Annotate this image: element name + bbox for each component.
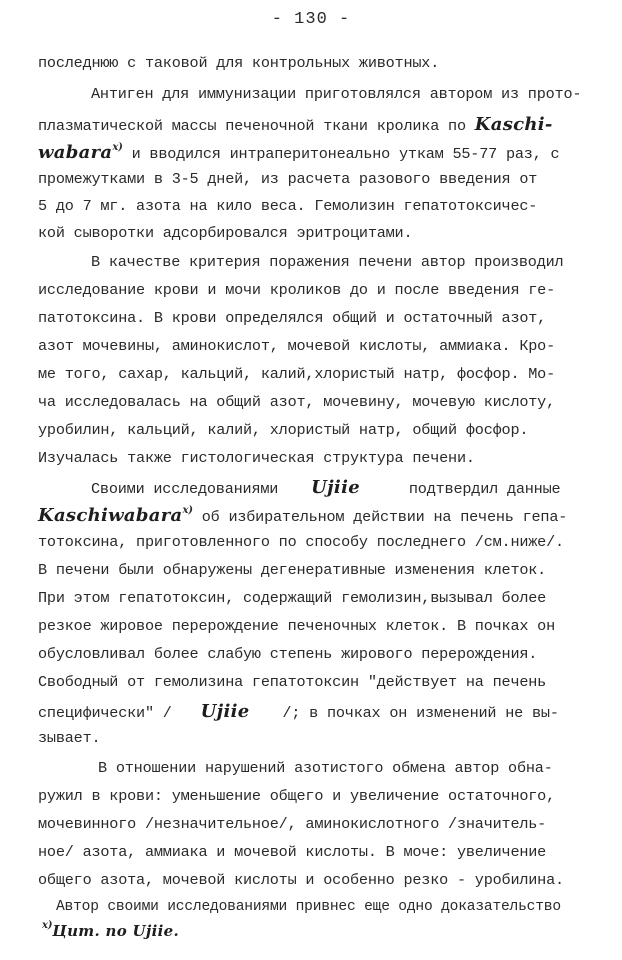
text-line: В печени были обнаружены дегенеративные изменения клеток.: [38, 561, 547, 579]
text-line: В отношении нарушений азотистого обмена автор обна-: [98, 759, 553, 777]
footnote-text: Цит. по Ujiie.: [52, 922, 180, 940]
handwritten-name: Ujiie: [311, 477, 360, 498]
text-line: мочевинного /незначительное/, аминокислотного /значитель-: [38, 815, 547, 833]
handwritten-name: Kaschi-: [474, 114, 553, 135]
text-line: [38, 142, 559, 163]
text-line: Автор своими исследованиями привнес еще одно доказательство: [56, 899, 561, 915]
text-line: зывает.: [38, 729, 101, 747]
text-line: ча исследовалась на общий азот, мочевину, мочевую кислоту,: [38, 393, 556, 411]
text-line: При этом гепатотоксин, содержащий гемолизин,вызывал более: [38, 589, 547, 607]
text-line: 5 до 7 мг. азота на кило веса. Гемолизин гепатотоксичес-: [38, 197, 538, 215]
text-fragment: подтвердил данные: [408, 480, 561, 498]
text-line: азот мочевины, аминокислот, мочевой кислоты, аммиака. Кро-: [38, 337, 556, 355]
text-line: кой сыворотки адсорбировался эритроцитами.: [38, 224, 413, 242]
text-fragment: плазматической массы печеночной ткани кролика по: [38, 117, 466, 135]
text-line: [38, 701, 559, 722]
text-line: [91, 477, 560, 498]
text-line: [38, 114, 553, 135]
text-line: ное/ азота, аммиака и мочевой кислоты. В моче: увеличение: [38, 843, 547, 861]
text-fragment: об избирательном действии на печень гепа-: [201, 508, 568, 526]
text-line: обусловливал более слабую степень жирового перерождения.: [38, 645, 538, 663]
text-line: ружил в крови: уменьшение общего и увеличение остаточного,: [38, 787, 556, 805]
footnote-marker: x): [112, 142, 123, 153]
text-line: Антиген для иммунизации приготовлялся автором из прото-: [91, 85, 582, 103]
handwritten-name: Kaschiwabara: [38, 505, 183, 526]
text-line: Изучалась также гистологическая структура печени.: [38, 449, 475, 467]
text-line: В качестве критерия поражения печени автор производил: [91, 253, 564, 271]
text-line: исследование крови и мочи кроликов до и после введения ге-: [38, 281, 556, 299]
handwritten-name: wabara: [38, 142, 113, 163]
footnote-marker: x): [42, 920, 53, 931]
text-fragment: Своими исследованиями: [91, 480, 279, 498]
text-line: тотоксина, приготовленного по способу последнего /см.ниже/.: [38, 533, 564, 551]
text-line: общего азота, мочевой кислоты и особенно резко - уробилина.: [38, 871, 564, 889]
text-fragment: /; в почках он изменений не вы-: [282, 704, 559, 722]
handwritten-name: Ujiie: [200, 701, 250, 722]
text-line: ме того, сахар, кальций, калий,хлористый натр, фосфор. Мо-: [38, 365, 556, 383]
text-line: резкое жировое перерождение печеночных клеток. В почках он: [38, 617, 556, 635]
text-fragment: специфически" /: [38, 704, 172, 722]
text-fragment: и вводился интраперитонеально уткам 55-77 раз, с: [131, 145, 560, 163]
text-line: последнюю с таковой для контрольных животных.: [38, 54, 440, 72]
footnote-marker: x): [182, 505, 193, 516]
text-line: патотоксина. В крови определялся общий и остаточный азот,: [38, 309, 547, 327]
page-number: - 130 -: [271, 10, 351, 29]
footnote: [42, 922, 179, 941]
text-line: Свободный от гемолизина гепатотоксин "действует на печень: [38, 673, 547, 691]
text-line: уробилин, кальций, калий, хлористый натр, общий фосфор.: [38, 421, 529, 439]
text-line: [38, 505, 567, 526]
text-line: промежутками в 3-5 дней, из расчета разового введения от: [38, 170, 538, 188]
